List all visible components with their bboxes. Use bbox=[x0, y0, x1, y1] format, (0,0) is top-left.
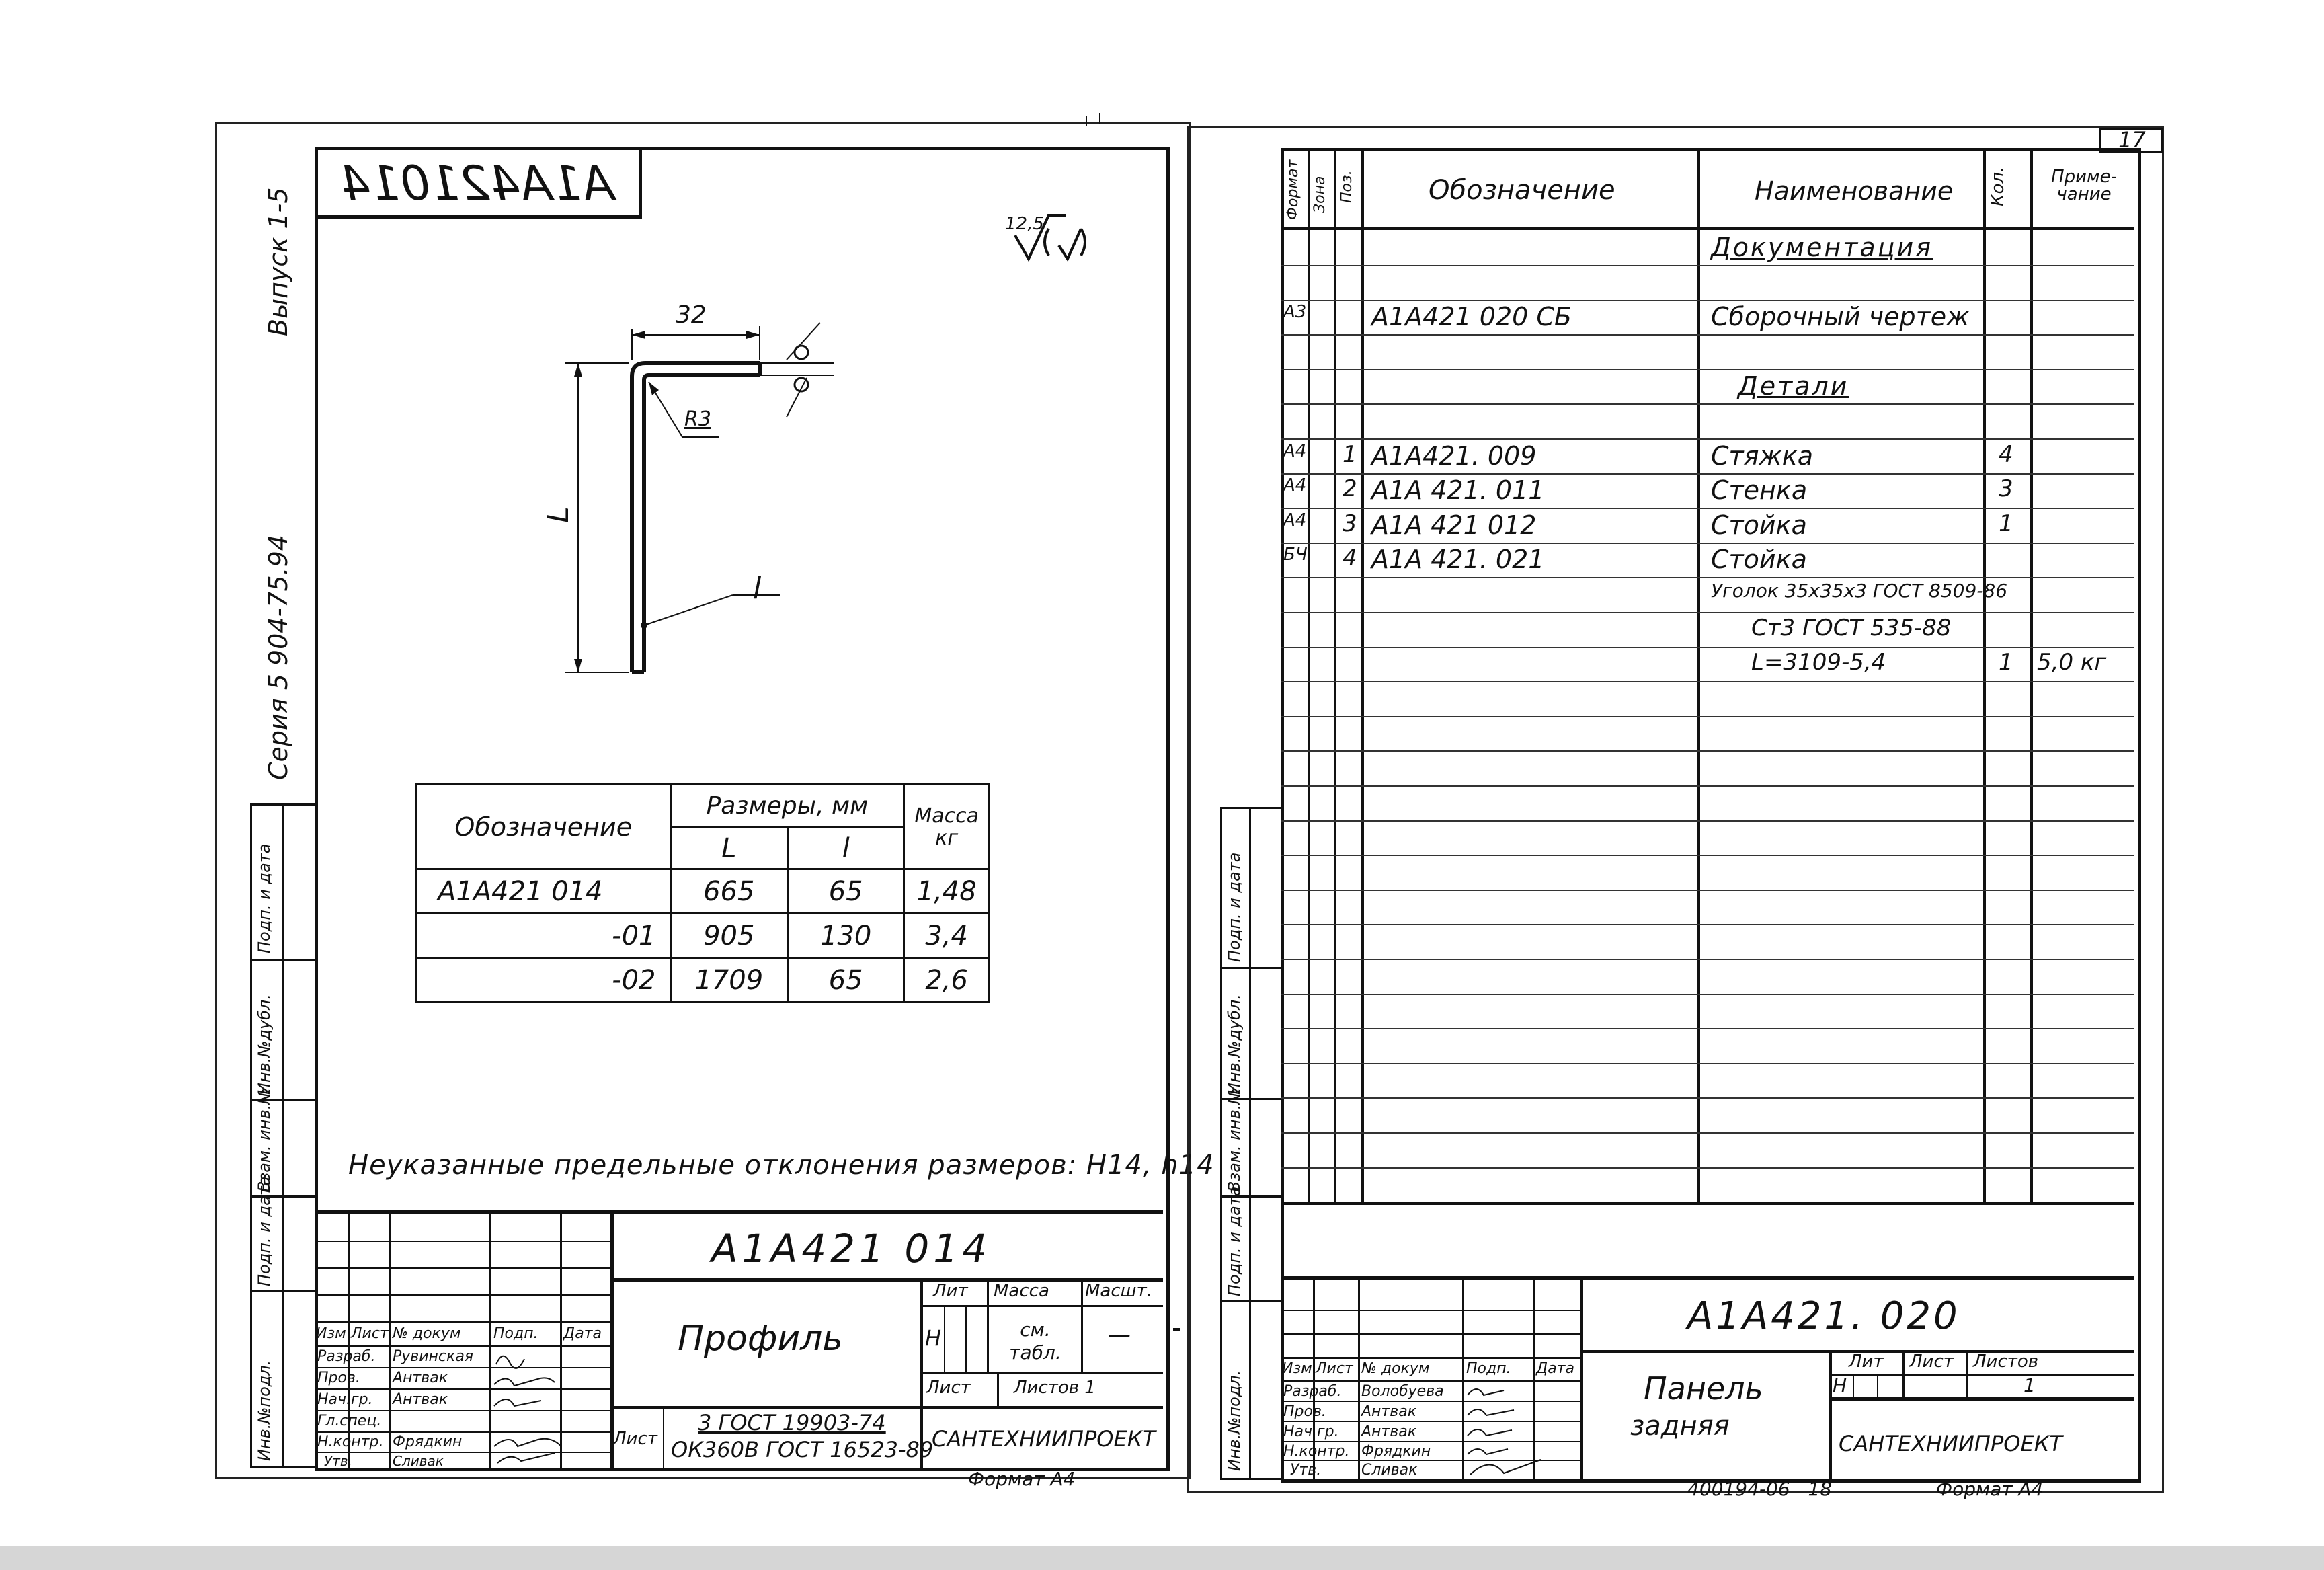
person: Антвак bbox=[393, 1370, 448, 1386]
lit-value: Н bbox=[925, 1325, 942, 1351]
mirrored-code-box bbox=[316, 148, 642, 219]
spec-cell-format: А4 bbox=[1283, 475, 1307, 496]
mirrored-code: А1А421014 bbox=[340, 156, 614, 211]
hdr-note: Приме-чание bbox=[2051, 167, 2117, 204]
tb-header: Подп. bbox=[493, 1325, 538, 1342]
role: Пров. bbox=[1283, 1403, 1326, 1420]
spec-cell-name: L=3109-5,4 bbox=[1751, 649, 1886, 676]
spec-cell-name: Стойка bbox=[1711, 545, 1807, 574]
role: Нач.гр. bbox=[317, 1391, 373, 1408]
person: Фрядкин bbox=[393, 1434, 463, 1450]
spec-row-line bbox=[1281, 473, 2134, 475]
spec-cell-designation: А1А 421 012 bbox=[1371, 510, 1537, 540]
spec-row-line bbox=[1281, 716, 2134, 717]
hdr-zone: Зона bbox=[1312, 175, 1328, 213]
issue-label: Выпуск 1-5 bbox=[264, 187, 293, 336]
side-stamp-label: Подп. и дата bbox=[255, 1176, 274, 1286]
right-doc-name-2: задняя bbox=[1630, 1411, 1730, 1442]
spec-row-line bbox=[1281, 300, 2134, 301]
material-line2: ОК360В ГОСТ 16523-89 bbox=[671, 1437, 934, 1462]
spec-row-line bbox=[1281, 369, 2134, 370]
spec-cell-qty: 3 bbox=[1999, 475, 2013, 502]
spec-cell-qty: 1 bbox=[1999, 510, 2013, 537]
spec-cell-designation: А1А421. 009 bbox=[1371, 441, 1537, 471]
side-stamp-label: Взам. инв.№ bbox=[1225, 1087, 1244, 1192]
spec-cell-pos: 1 bbox=[1343, 441, 1357, 468]
side-stamp-label: Подп. и дата bbox=[255, 843, 274, 953]
mass-label: Масса bbox=[994, 1281, 1049, 1301]
spec-row-line bbox=[1281, 890, 2134, 891]
roughness-value: 12,5 bbox=[1005, 214, 1044, 234]
dim-side: L bbox=[540, 506, 575, 523]
role: Гл.спец. bbox=[317, 1413, 382, 1429]
spec-cell-name: Стойка bbox=[1711, 510, 1807, 540]
role: Н.контр. bbox=[317, 1434, 384, 1450]
left-format: Формат А4 bbox=[968, 1468, 1076, 1490]
col-l: l bbox=[788, 828, 904, 869]
role: Утв. bbox=[1290, 1462, 1322, 1479]
hdr-pos: Поз. bbox=[1338, 170, 1355, 203]
spec-row-line bbox=[1281, 681, 2134, 682]
dim-radius: R3 bbox=[684, 407, 711, 431]
scan-strip bbox=[0, 1546, 2324, 1570]
col-mass-unit: кг bbox=[935, 826, 959, 850]
left-org: САНТЕХНИИПРОЕКТ bbox=[932, 1426, 1156, 1452]
sheets-label: Листов bbox=[1973, 1351, 2039, 1372]
role: Пров. bbox=[317, 1370, 360, 1386]
tb-header: № докум bbox=[1361, 1360, 1430, 1377]
tb-header: Изм bbox=[1282, 1360, 1312, 1377]
left-doc-code: А1А421 014 bbox=[711, 1226, 992, 1271]
spec-row-line bbox=[1281, 855, 2134, 856]
spec-cell-name: Документация bbox=[1711, 233, 1933, 262]
right-doc-name-1: Панель bbox=[1644, 1370, 1763, 1407]
table-row: А1А421 014 665 65 1,48 bbox=[417, 869, 990, 914]
side-stamp-label: Инв.№подл. bbox=[1225, 1370, 1244, 1471]
spec-row-line bbox=[1281, 1167, 2134, 1169]
mass-value: см. табл. bbox=[1009, 1319, 1061, 1364]
side-stamp-label: Взам. инв.№ bbox=[255, 1087, 274, 1192]
col-mass-label: Масса bbox=[914, 803, 979, 828]
right-org: САНТЕХНИИПРОЕКТ bbox=[1839, 1431, 2062, 1456]
archive-number: 400194-06 18 bbox=[1687, 1478, 1832, 1500]
tolerance-note: Неуказанные предельные отклонения размеров: Н14, h14 bbox=[348, 1150, 1215, 1181]
spec-rows bbox=[1281, 230, 2134, 1202]
fold-mark bbox=[1099, 113, 1100, 124]
tb-header: Лист bbox=[351, 1325, 389, 1342]
spec-row-line bbox=[1281, 820, 2134, 822]
spec-row-line bbox=[1281, 612, 2134, 613]
right-title-block bbox=[1281, 1276, 2134, 1479]
signatures bbox=[1464, 1380, 1544, 1481]
spec-cell-pos: 2 bbox=[1343, 475, 1357, 502]
spec-cell-name: Стенка bbox=[1711, 475, 1808, 505]
left-side-stamp bbox=[250, 803, 317, 1468]
spec-cell-name: Стяжка bbox=[1711, 441, 1813, 471]
tb-header: Изм bbox=[316, 1325, 346, 1342]
spec-cell-format: БЧ bbox=[1283, 545, 1308, 565]
table-row: -02 1709 65 2,6 bbox=[417, 958, 990, 1003]
spec-row-line bbox=[1281, 750, 2134, 752]
role: Разраб. bbox=[1283, 1383, 1342, 1400]
spec-row-line bbox=[1281, 1097, 2134, 1099]
spec-cell-name: Детали bbox=[1738, 371, 1849, 401]
hdr-designation: Обозначение bbox=[1429, 175, 1615, 206]
dimension-table bbox=[415, 783, 990, 1003]
spec-cell-format: А3 bbox=[1283, 302, 1307, 322]
spec-cell-format: А4 bbox=[1283, 510, 1307, 531]
tb-header: Дата bbox=[563, 1325, 602, 1342]
hdr-name: Наименование bbox=[1755, 176, 1954, 206]
spec-row-line bbox=[1281, 403, 2134, 405]
spec-table bbox=[1281, 149, 2134, 1202]
profile-drawing bbox=[538, 296, 854, 686]
spec-cell-designation: А1А421 020 СБ bbox=[1371, 302, 1572, 331]
hdr-qty: Кол. bbox=[1988, 166, 2008, 206]
sheet-label: Лист bbox=[1909, 1351, 1954, 1372]
spec-cell-designation: А1А 421. 011 bbox=[1371, 475, 1545, 505]
spec-cell-name: Ст3 ГОСТ 535-88 bbox=[1751, 615, 1952, 641]
spec-cell-designation: А1А 421. 021 bbox=[1371, 545, 1545, 574]
spec-row-line bbox=[1281, 1028, 2134, 1029]
lit-label: Лит bbox=[1849, 1351, 1884, 1372]
spec-row-line bbox=[1281, 994, 2134, 995]
scale-value: — bbox=[1108, 1321, 1131, 1348]
left-title-block bbox=[315, 1210, 1163, 1468]
person: Сливак bbox=[393, 1453, 444, 1469]
right-format: Формат А4 bbox=[1936, 1478, 2044, 1500]
dim-leg: l bbox=[753, 572, 762, 606]
person: Антвак bbox=[1361, 1423, 1416, 1440]
tb-header: Дата bbox=[1536, 1360, 1574, 1377]
spec-cell-qty: 4 bbox=[1999, 441, 2013, 468]
spec-row-line bbox=[1281, 508, 2134, 509]
role: Разраб. bbox=[317, 1348, 376, 1365]
spec-cell-note: 5,0 кг bbox=[2037, 649, 2107, 676]
spec-row-line bbox=[1281, 959, 2134, 960]
col-L: L bbox=[670, 828, 788, 869]
spec-row-line bbox=[1281, 438, 2134, 440]
side-stamp-label: Подп. и дата bbox=[1225, 1186, 1244, 1296]
material-line1: 3 ГОСТ 19903-74 bbox=[698, 1410, 886, 1436]
table-row: -01 905 130 3,4 bbox=[417, 914, 990, 958]
spec-row-line bbox=[1281, 785, 2134, 787]
tb-header: Лист bbox=[1316, 1360, 1353, 1377]
hdr-format: Формат bbox=[1285, 159, 1301, 220]
side-stamp-label: Инв.№дубл. bbox=[255, 994, 274, 1095]
spec-cell-name: Сборочный чертеж bbox=[1711, 302, 1970, 331]
spec-header bbox=[1281, 149, 2134, 230]
roughness-symbol bbox=[1002, 208, 1096, 269]
person: Фрядкин bbox=[1361, 1443, 1431, 1460]
role: Нач.гр. bbox=[1283, 1423, 1339, 1440]
spec-row-line bbox=[1281, 265, 2134, 266]
tb-header: Подп. bbox=[1466, 1360, 1511, 1377]
spec-row-line bbox=[1281, 543, 2134, 544]
col-sizes: Размеры, мм bbox=[670, 785, 904, 828]
col-designation: Обозначение bbox=[417, 785, 671, 869]
person: Сливак bbox=[1361, 1462, 1418, 1479]
spec-row-line bbox=[1281, 924, 2134, 925]
spec-cell-format: А4 bbox=[1283, 441, 1307, 461]
left-doc-name: Профиль bbox=[678, 1319, 844, 1359]
role: Н.контр. bbox=[1283, 1443, 1350, 1460]
fold-mark bbox=[1173, 1328, 1180, 1331]
role: Утв. bbox=[324, 1453, 352, 1469]
side-stamp-label: Инв.№подл. bbox=[255, 1360, 274, 1461]
spec-cell-pos: 4 bbox=[1343, 545, 1357, 572]
spec-cell-name: Уголок 35х35х3 ГОСТ 8509-86 bbox=[1711, 580, 2008, 602]
spec-row-line bbox=[1281, 1132, 2134, 1134]
side-stamp-label: Подп. и дата bbox=[1225, 852, 1244, 962]
spec-row-line bbox=[1281, 334, 2134, 336]
lit-value: Н bbox=[1833, 1374, 1847, 1397]
sheet-label: Лист bbox=[926, 1378, 971, 1398]
person: Антвак bbox=[1361, 1403, 1416, 1420]
person: Волобуева bbox=[1361, 1383, 1444, 1400]
person: Рувинская bbox=[393, 1348, 474, 1365]
spec-cell-pos: 3 bbox=[1343, 510, 1357, 537]
series-label: Серия 5 904-75.94 bbox=[264, 535, 293, 780]
dim-top: 32 bbox=[676, 301, 707, 329]
spec-row-line bbox=[1281, 577, 2134, 578]
spec-row-line bbox=[1281, 1063, 2134, 1064]
sheets-value: 1 bbox=[2024, 1374, 2036, 1397]
col-mass bbox=[904, 785, 990, 869]
spec-cell-qty: 1 bbox=[1999, 649, 2013, 676]
fold-mark bbox=[1086, 116, 1087, 126]
person: Антвак bbox=[393, 1391, 448, 1408]
lit-label: Лит bbox=[933, 1281, 968, 1301]
scale-label: Масшт. bbox=[1085, 1281, 1152, 1301]
signatures bbox=[491, 1345, 565, 1466]
tb-header: № докум bbox=[393, 1325, 461, 1342]
sheet-small-label: Лист bbox=[613, 1429, 657, 1449]
right-side-stamp bbox=[1220, 807, 1283, 1480]
page-number: 17 bbox=[2118, 127, 2146, 153]
spec-row-line bbox=[1281, 647, 2134, 648]
right-doc-code: А1А421. 020 bbox=[1687, 1294, 1960, 1338]
side-stamp-label: Инв.№дубл. bbox=[1225, 994, 1244, 1095]
sheets-label: Листов 1 bbox=[1014, 1378, 1096, 1398]
